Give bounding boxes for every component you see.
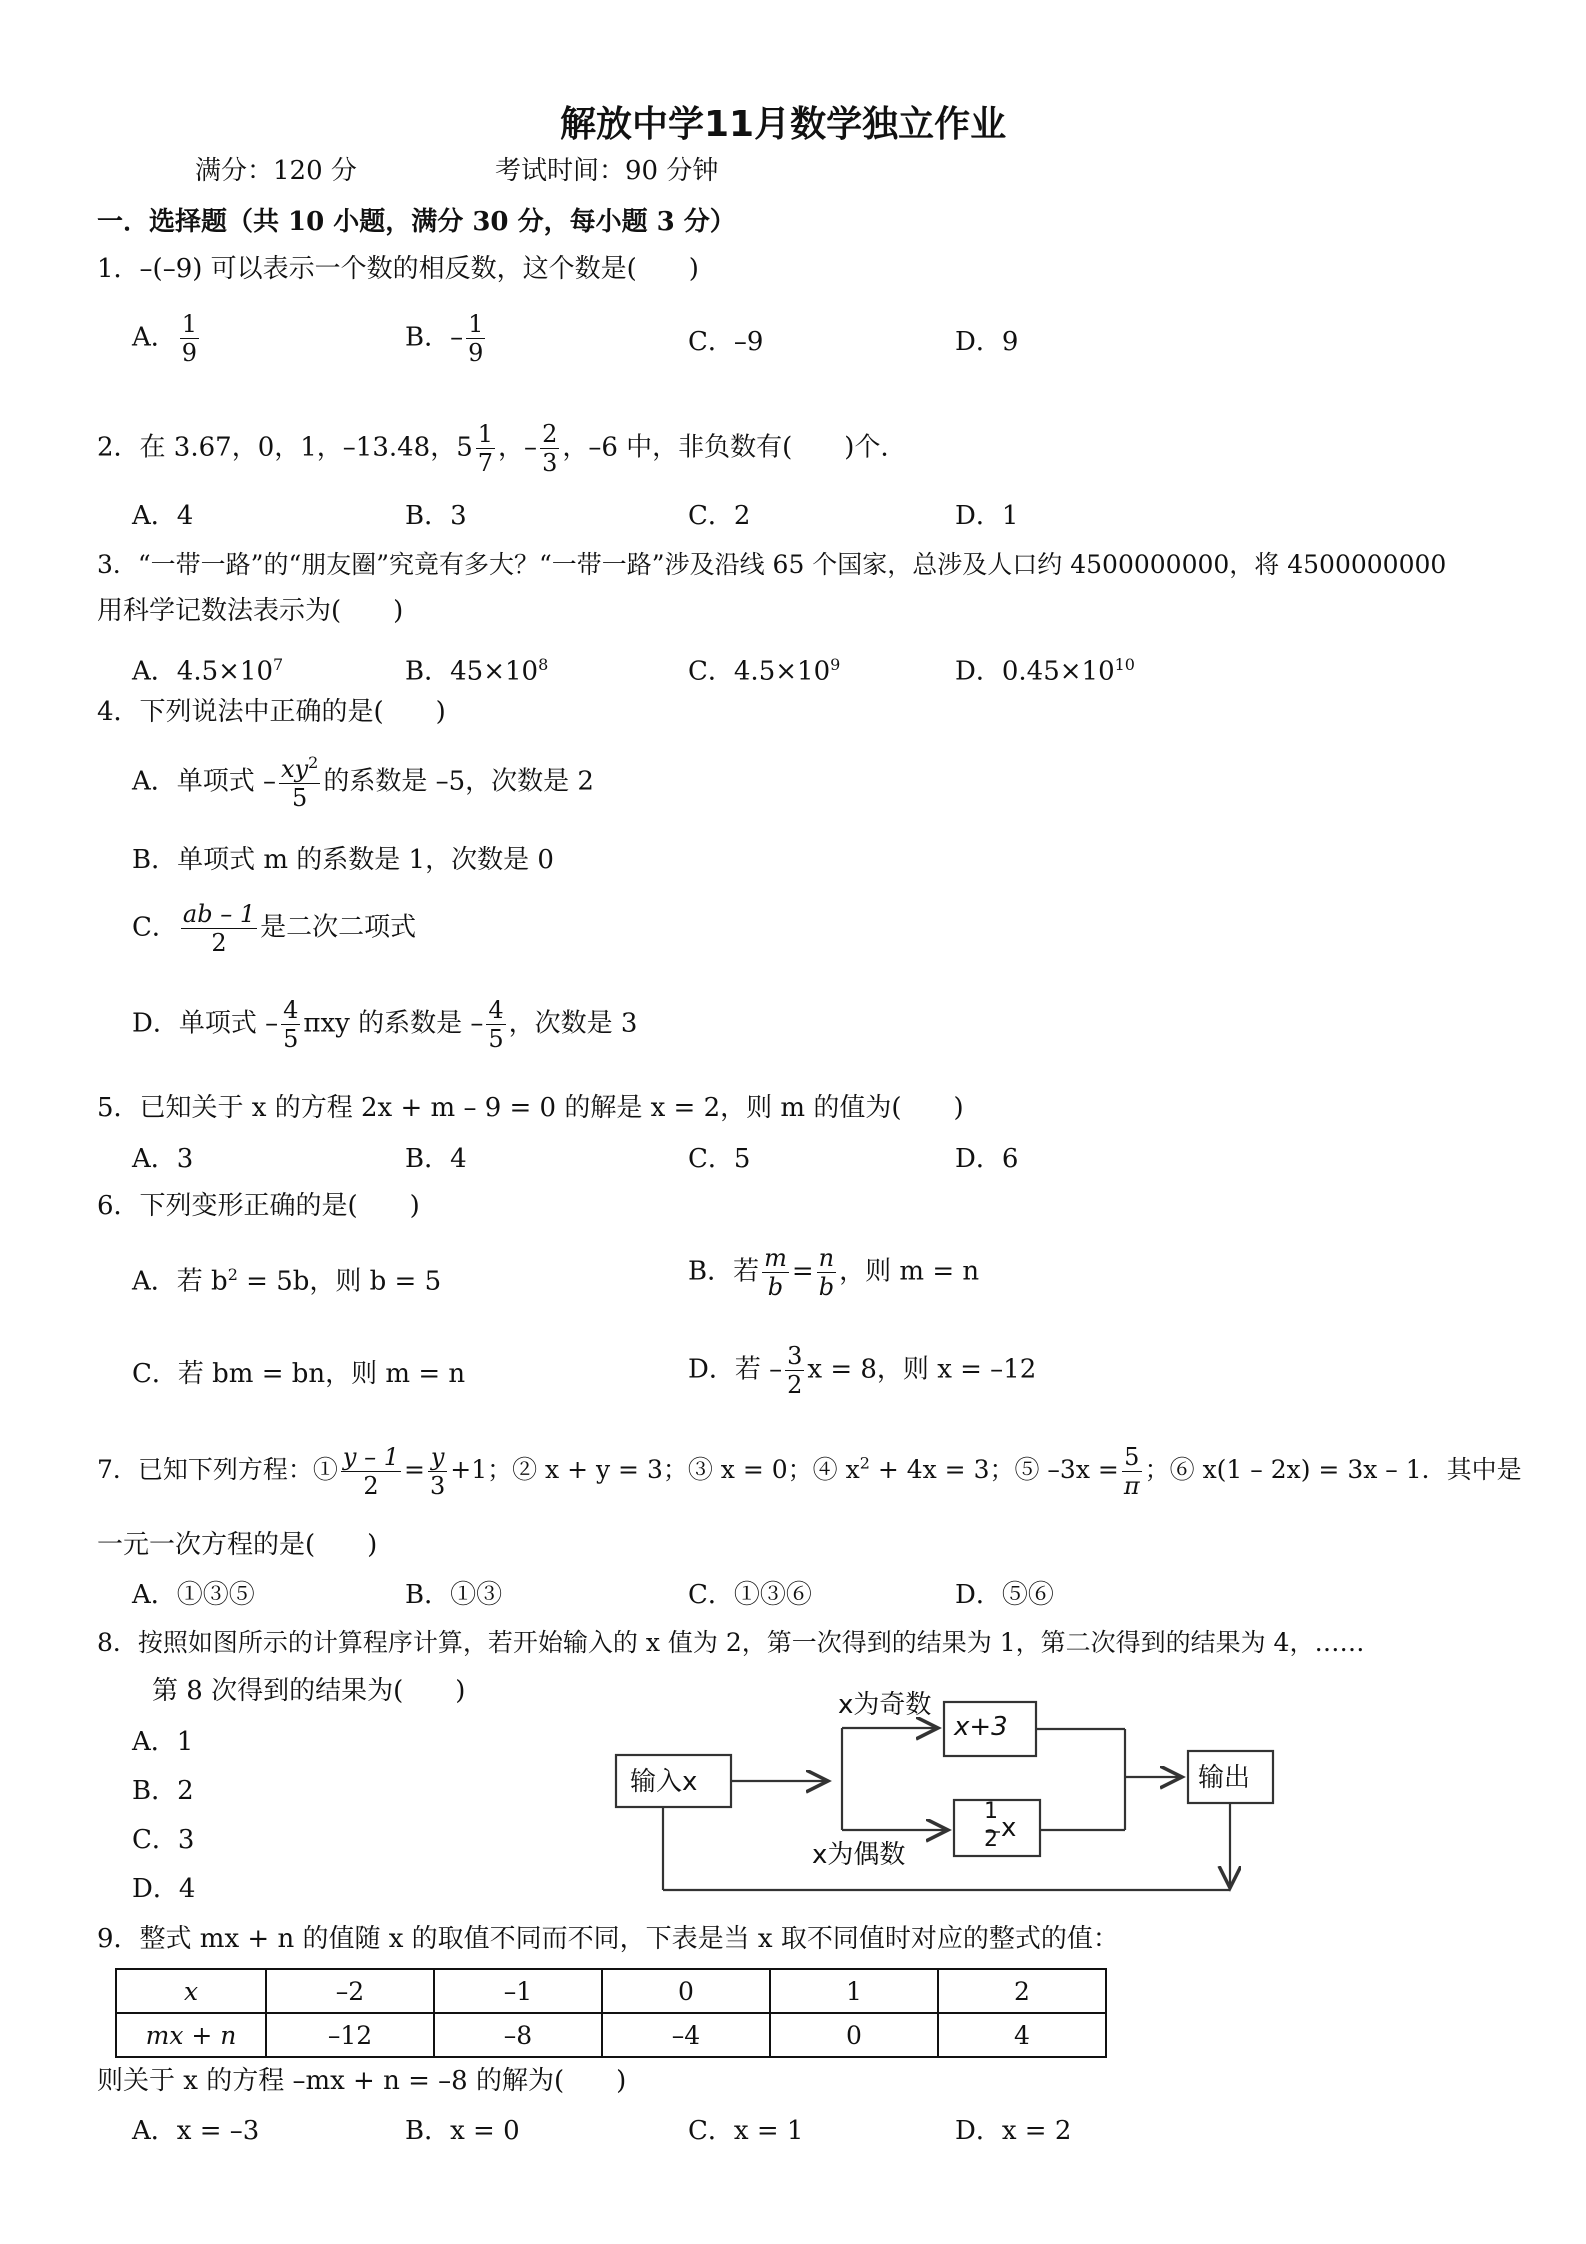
q8-option-d[interactable]: D．4 — [132, 1874, 196, 1904]
q8-option-b[interactable]: B．2 — [132, 1776, 194, 1806]
q3-option-a[interactable]: A．$4.5\times 10^7$ — [132, 655, 284, 687]
q9-option-c[interactable]: C．x = 1 — [688, 2116, 804, 2146]
table-cell: 0 — [770, 2013, 938, 2057]
question-1-stem: 1．–(–9) 可以表示一个数的相反数，这个数是( ) — [97, 254, 699, 284]
exam-time: 考试时间：90 分钟 — [495, 156, 719, 186]
q8-option-c[interactable]: C．3 — [132, 1825, 195, 1855]
question-8-line-1: 8．按照如图所示的计算程序计算，若开始输入的 x 值为 2，第一次得到的结果为 1，第二次得到的结果为 4，…… — [97, 1628, 1365, 1657]
table-row — [116, 2013, 1106, 2057]
question-7-stem: 7．已知下列方程：① $\frac{y - 1}{2}$ = $\frac{y}{3}$ +1；② x + y = 3；③ x = 0；④ $x^2 + 4x = 3$；⑤ –3x = $\frac{5}{\pi}$ ；⑥ x(1 – 2x) = 3x – 1．其中是 — [97, 1443, 1522, 1500]
question-8-line-2: 第 8 次得到的结果为( ) — [152, 1676, 466, 1706]
q1-option-d[interactable]: D．9 — [955, 327, 1019, 357]
flow-even-label: x为偶数 — [812, 1840, 906, 1870]
table-row — [116, 1969, 1106, 2013]
question-6-stem: 6．下列变形正确的是( ) — [97, 1191, 420, 1221]
table-cell: –4 — [602, 2013, 770, 2057]
table-cell: 2 — [938, 1969, 1106, 2013]
q5-option-c[interactable]: C．5 — [688, 1144, 751, 1174]
q1-option-b[interactable]: B．– $\frac{1}{9}$ — [405, 310, 484, 367]
q5-option-a[interactable]: A．3 — [132, 1144, 194, 1174]
q2-option-d[interactable]: D．1 — [955, 501, 1019, 531]
q4-option-b[interactable]: B．单项式 m 的系数是 1，次数是 0 — [132, 845, 554, 875]
q6-option-a[interactable]: A．若 $b^2 = 5b$，则 b = 5 — [132, 1265, 442, 1297]
question-3-line-2: 用科学记数法表示为( ) — [97, 596, 404, 626]
question-9-stem: 9．整式 mx + n 的值随 x 的取值不同而不同，下表是当 x 取不同值时对应的整式的值： — [97, 1924, 1119, 1954]
table-cell: 1 — [770, 1969, 938, 2013]
flow-even-var: x — [1001, 1813, 1017, 1843]
q7-option-b[interactable]: B．①③ — [405, 1580, 503, 1610]
flow-odd-label: x为奇数 — [838, 1690, 932, 1720]
q7-option-d[interactable]: D．⑤⑥ — [955, 1580, 1054, 1610]
q8-option-a[interactable]: A．1 — [132, 1727, 194, 1757]
question-5-stem: 5．已知关于 x 的方程 2x + m – 9 = 0 的解是 x = 2，则 m 的值为( ) — [97, 1093, 964, 1123]
flow-output-label: 输出 — [1198, 1763, 1251, 1793]
q5-option-d[interactable]: D．6 — [955, 1144, 1019, 1174]
flow-even-den: 2 — [984, 1827, 998, 1852]
table-cell: x — [116, 1969, 266, 2013]
q7-option-c[interactable]: C．①③⑥ — [688, 1580, 812, 1610]
q4-option-c[interactable]: C． $\frac{ab - 1}{2}$ 是二次二项式 — [132, 900, 417, 957]
table-cell: –8 — [434, 2013, 602, 2057]
page-title: 解放中学11月数学独立作业 — [560, 104, 1007, 145]
values-table — [115, 1968, 1107, 2058]
section-heading: 一．选择题（共 10 小题，满分 30 分，每小题 3 分） — [97, 207, 736, 237]
q2-option-a[interactable]: A．4 — [132, 501, 194, 531]
q3-option-b[interactable]: B．$45\times 10^8$ — [405, 655, 549, 687]
question-2-stem: 2．在 3.67，0，1，–13.48，5 $\frac{1}{7}$ ，– $\frac{2}{3}$ ，–6 中，非负数有( )个． — [97, 420, 907, 477]
flow-input-label: 输入x — [630, 1767, 698, 1797]
q6-option-d[interactable]: D．若 – $\frac{3}{2}$ x = 8，则 x = –12 — [688, 1342, 1037, 1399]
flow-even-num: 1 — [984, 1799, 998, 1824]
q4-option-a[interactable]: A．单项式 – $\frac{xy^2}{5}$ 的系数是 –5，次数是 2 — [132, 753, 594, 812]
flow-odd-op: x+3 — [954, 1712, 1008, 1742]
q1-option-a[interactable]: A． $\frac{1}{9}$ — [132, 310, 198, 367]
q6-option-c[interactable]: C．若 bm = bn，则 m = n — [132, 1359, 466, 1389]
q9-option-b[interactable]: B．x = 0 — [405, 2116, 520, 2146]
question-9-after: 则关于 x 的方程 –mx + n = –8 的解为( ) — [97, 2066, 627, 2096]
q4-option-d[interactable]: D．单项式 – $\frac{4}{5}$ πxy 的系数是 – $\frac{4}{5}$ ，次数是 3 — [132, 996, 638, 1053]
q9-option-d[interactable]: D．x = 2 — [955, 2116, 1072, 2146]
q6-option-b[interactable]: B．若 $\frac{m}{b}$ = $\frac{n}{b}$ ，则 m = n — [688, 1244, 980, 1301]
question-4-stem: 4．下列说法中正确的是( ) — [97, 697, 446, 727]
table-cell: –1 — [434, 1969, 602, 2013]
table-cell: –2 — [266, 1969, 434, 2013]
q5-option-b[interactable]: B．4 — [405, 1144, 467, 1174]
table-cell: 4 — [938, 2013, 1106, 2057]
full-score: 满分：120 分 — [195, 156, 357, 186]
q1-option-c[interactable]: C．–9 — [688, 327, 764, 357]
q9-option-a[interactable]: A．x = –3 — [132, 2116, 260, 2146]
table-cell: mx + n — [116, 2013, 266, 2057]
table-cell: –12 — [266, 2013, 434, 2057]
q2-option-c[interactable]: C．2 — [688, 501, 751, 531]
q2-option-b[interactable]: B．3 — [405, 501, 467, 531]
q7-option-a[interactable]: A．①③⑤ — [132, 1580, 255, 1610]
question-7-line-2: 一元一次方程的是( ) — [97, 1530, 378, 1560]
table-cell: 0 — [602, 1969, 770, 2013]
question-3-line-1: 3．“一带一路”的“朋友圈”究竟有多大？“一带一路”涉及沿线 65 个国家，总涉及人口约 4500000000，将 4500000000 — [97, 550, 1447, 579]
q3-option-d[interactable]: D．$0.45\times 10^{10}$ — [955, 655, 1135, 687]
q3-option-c[interactable]: C．$4.5\times 10^9$ — [688, 655, 841, 687]
